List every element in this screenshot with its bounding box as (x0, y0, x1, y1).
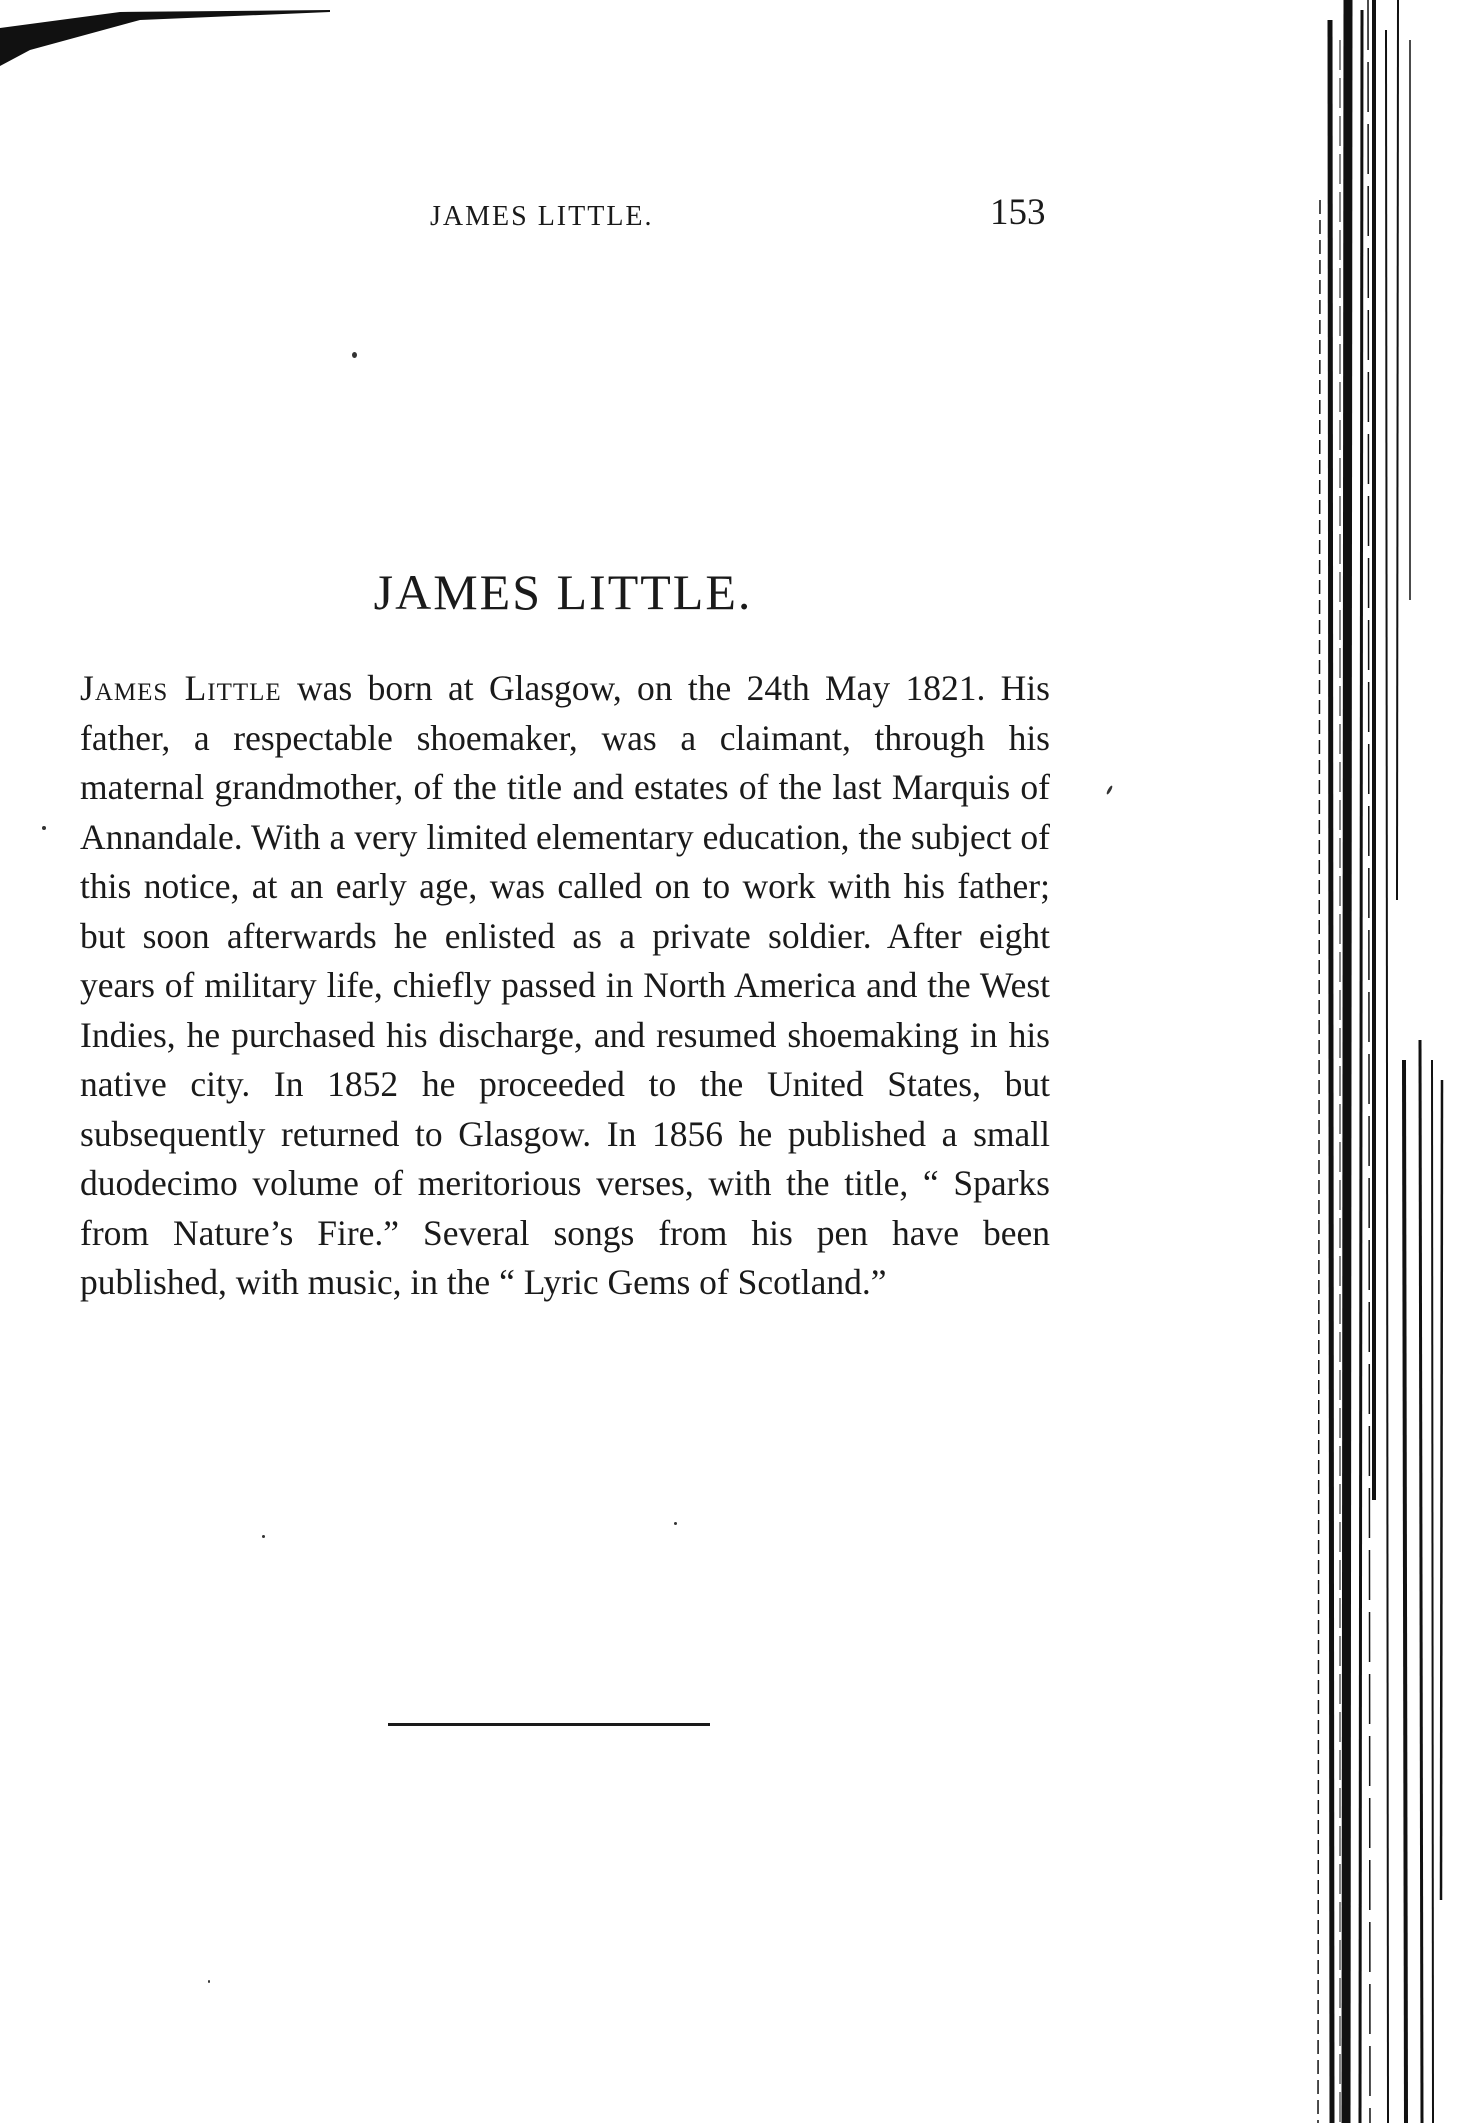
running-head (0, 192, 1475, 242)
speck (262, 1535, 265, 1538)
speck (42, 826, 46, 830)
speck (674, 1522, 677, 1525)
scan-smudge (0, 0, 340, 70)
speck (208, 1980, 210, 1983)
speck (1106, 785, 1114, 795)
running-head-title: JAMES LITTLE. (430, 201, 654, 232)
page-number: 153 (990, 192, 1046, 233)
article-body (80, 664, 1050, 1308)
article-title: JAMES LITTLE. (373, 564, 753, 620)
body-text: was born at Glasgow, on the 24th May 1821. His father, a respectable shoemaker, was a claimant, through his maternal grandmother, of the title and estates of the last Marquis of Annandale. With a very limited elementary education, the subject of this notice, at an early age, was called on to work with his father; but soon afterwards he enlisted as a private soldier. After eight years of military life, chiefly passed in North America and the West Indies, he purchased his discharge, and resumed shoemaking in his native city. In 1852 he proceeded to the United States, but subsequently returned to Glasgow. In 1856 he published a small duodecimo volume of meritorious verses, with the title, “ Sparks from Nature’s Fire.” Several songs from his pen have been published, with music, in the “ Lyric Gems of Scotland.” (80, 668, 1050, 1302)
closing-rule (388, 1723, 710, 1726)
lead-name: James Little (80, 668, 282, 708)
speck (352, 352, 357, 358)
binding-edge (1300, 0, 1475, 2123)
